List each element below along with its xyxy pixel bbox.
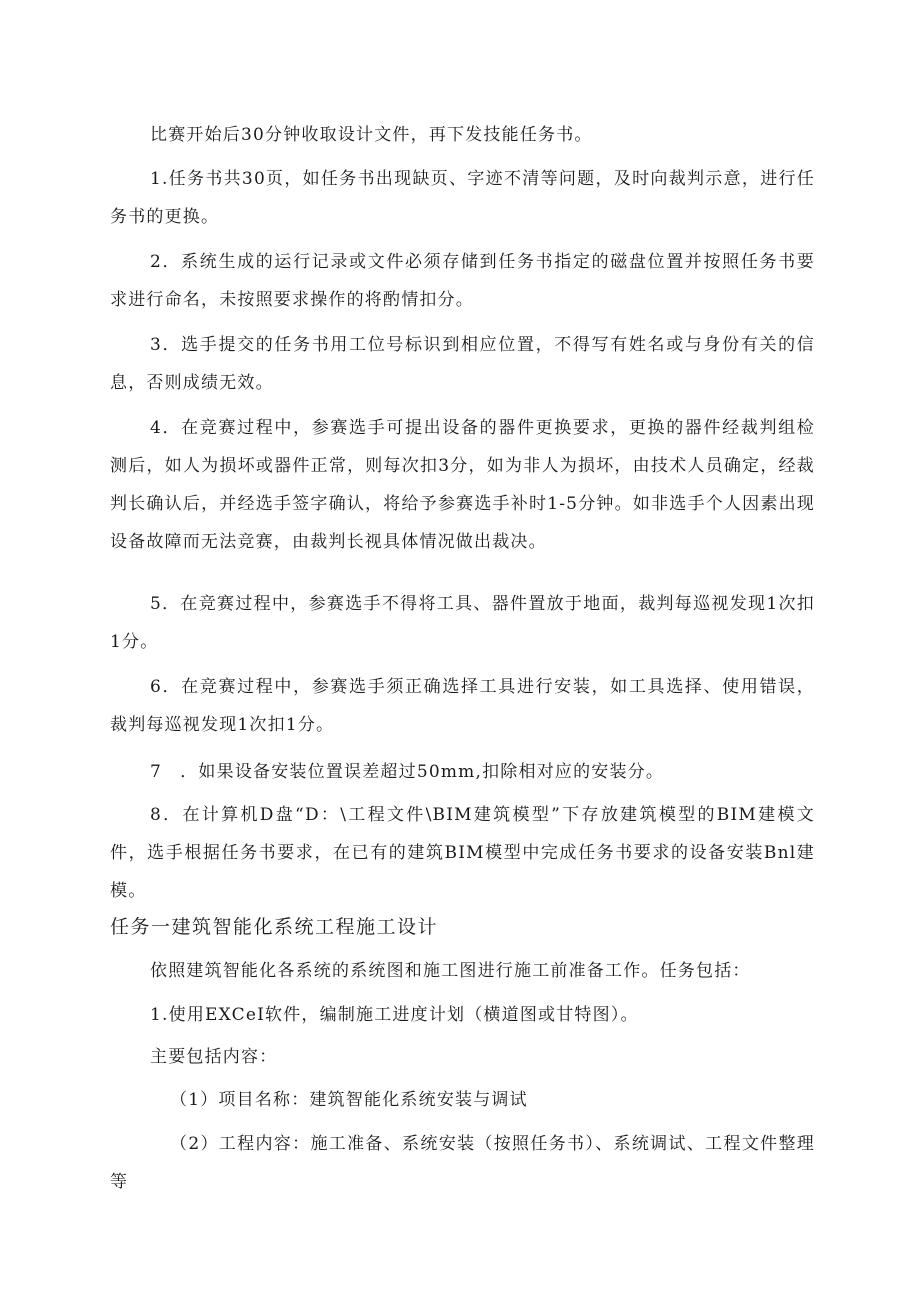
task-item-1: 1.使用EXCeI软件，编制施工进度计划（横道图或甘特图）。 (150, 1005, 639, 1025)
rule-2: 2．系统生成的运行记录或文件必须存储到任务书指定的磁盘位置并按照任务书要求进行命名，未按照要求操作的将酌情扣分。 (110, 252, 815, 310)
rule-1: 1.任务书共30页，如任务书出现缺页、字迹不清等问题，及时向裁判示意，进行任务书的更换。 (110, 169, 815, 227)
rule-3: 3．选手提交的任务书用工位号标识到相应位置，不得写有姓名或与身份有关的信息，否则成绩无效。 (110, 335, 815, 393)
sub-item-2: （2）工程内容：施工准备、系统安装（按照任务书）、系统调试、工程文件整理等 (110, 1134, 815, 1192)
rule-4: 4．在竞赛过程中，参赛选手可提出设备的器件更换要求，更换的器件经裁判组检测后，如人为损坏或器件正常，则每次扣3分，如为非人为损坏，由技术人员确定，经裁判长确认后，并经选手签字确认，将给予参赛选手补时1-5分钟。如非选手个人因素出现设备故障而无法竞赛，由裁判长视具体情况做出裁决。 (110, 418, 815, 552)
rule-7: 7 ．如果设备安装位置误差超过50mm,扣除相对应的安装分。 (150, 762, 665, 782)
rule-6: 6．在竞赛过程中，参赛选手须正确选择工具进行安装，如工具选择、使用错误，裁判每巡视发现1次扣1分。 (110, 677, 815, 735)
rule-8: 8．在计算机D盘“D：\工程文件\BIM建筑模型”下存放建筑模型的BIM建模文件，选手根据任务书要求，在已有的建筑BIM模型中完成任务书要求的设备安装Bnl建模。 (110, 805, 815, 901)
task-intro: 依照建筑智能化各系统的系统图和施工图进行施工前准备工作。任务包括： (150, 961, 751, 981)
intro-paragraph: 比赛开始后30分钟收取设计文件，再下发技能任务书。 (150, 125, 593, 145)
main-contents-label: 主要包括内容： (150, 1047, 278, 1067)
rule-5: 5．在竞赛过程中，参赛选手不得将工具、器件置放于地面，裁判每巡视发现1次扣1分。 (110, 594, 815, 652)
task-heading: 任务一建筑智能化系统工程施工设计 (110, 916, 439, 938)
sub-item-1: （1）项目名称：建筑智能化系统安装与调试 (170, 1090, 528, 1110)
